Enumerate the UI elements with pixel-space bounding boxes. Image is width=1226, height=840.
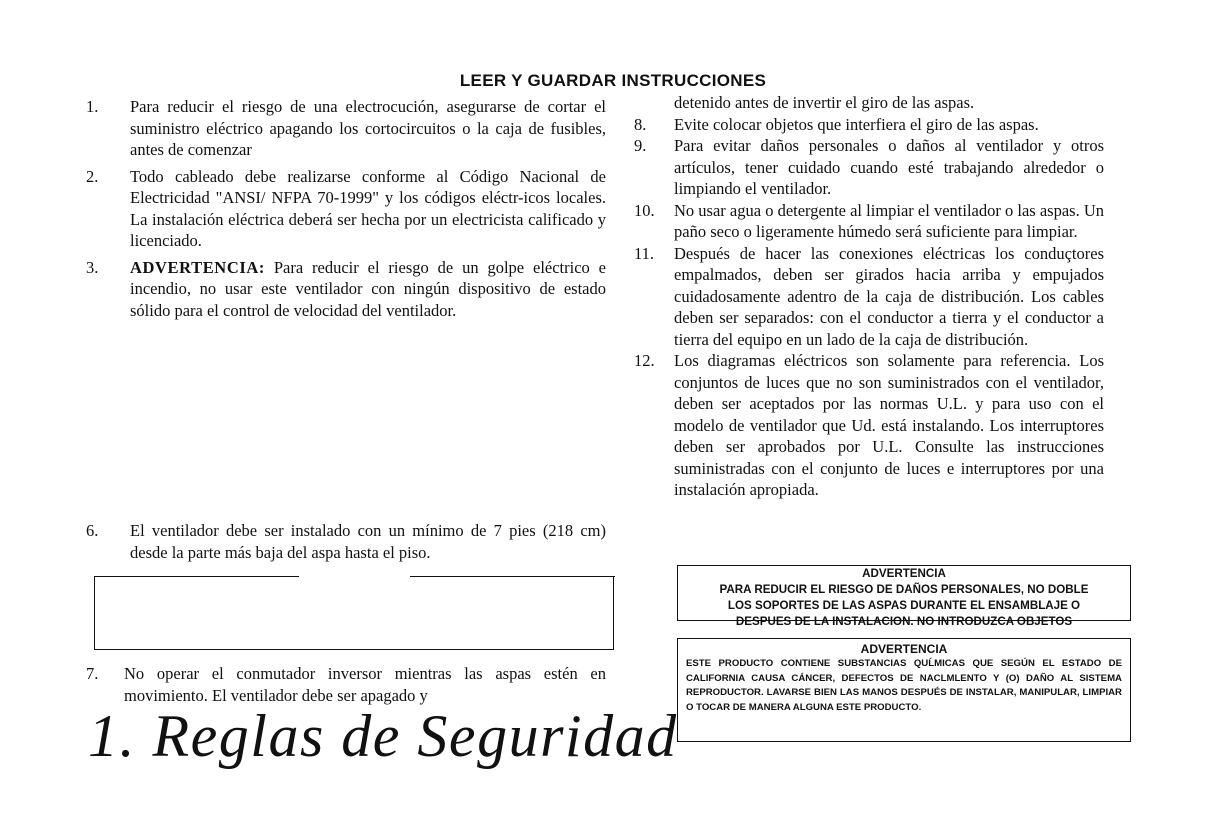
item-number: 3. xyxy=(86,257,99,277)
item-text: Todo cableado debe realizarse conforme al Código Nacional de Electricidad "ANSI/ NFPA 70-1999" y los códigos eléctr-icos locales. La instalación eléctrica deberá ser hecha por un electricista calificado y licenciado. xyxy=(130,166,606,250)
item-text: Para evitar daños personales o daños al ventilador y otros artículos, tener cuidado cuando esté trabajando alrededor o limpiando el ventilador. xyxy=(674,136,1104,198)
item-number: 9. xyxy=(634,136,647,155)
item-text: Evite colocar objetos que interfiera el giro de las aspas. xyxy=(674,114,1039,134)
section-title: 1. Reglas de Seguridad xyxy=(88,703,678,769)
page-heading: LEER Y GUARDAR INSTRUCCIONES xyxy=(459,71,767,90)
item-number: 1. xyxy=(86,97,99,116)
warning-box-chemicals xyxy=(677,638,1131,742)
list-item xyxy=(634,350,1104,501)
item-text: Después de hacer las conexiones eléctricas los conduçtores empalmados, deben ser girados hacia arriba y empujados cuidadosamente adentro de la caja de distribución. Los cables deben ser separados: con el conductor a tierra y el conductor a tierra del equipo en un lado de la caja de distribución. xyxy=(674,243,1104,349)
list-item-6 xyxy=(86,520,606,563)
warning-line: LOS SOPORTES DE LAS ASPAS DURANTE EL ENSAMBLAJE O xyxy=(727,599,1081,612)
item-number: 12. xyxy=(634,351,655,370)
right-column xyxy=(634,92,1104,501)
list-item xyxy=(634,200,1104,243)
warning-body: ESTE PRODUCTO CONTIENE SUBSTANCIAS QUĹMICAS QUE SEGÚN EL ESTADO DE CALIFORNIA CAUSA CÁNCER, DEFECTOS DE NACLMLENTO Y (O) DAÑO AL SISTEMA REPRODUCTOR. LAVARSE BIEN LAS MANOS DESPUÉS DE INSTALAR, MANIPULAR, LIMPIAR O TOCAR DE MANERA ALGUNA ESTE PRODUCTO. xyxy=(686,658,1122,713)
list-item xyxy=(86,166,606,252)
item-number: 7. xyxy=(86,664,99,683)
warning-line: DESPUES DE LA INSTALACION. NO INTRODUZCA OBJETOS xyxy=(735,615,1073,628)
item-text: Los diagramas eléctricos son solamente para referencia. Los conjuntos de luces que no son suministrados con el ventilador, deben ser aceptados por las normas U.L. y para uso con el modelo de ventilador que Ud. está instalando. Los interruptores deben ser aprobados por U.L. Consulte las instrucciones suministradas con el conjunto de luces e interruptores por una instalación apropiada. xyxy=(674,351,1104,499)
item-text: El ventilador debe ser instalado con un mínimo de 7 pies (218 cm) desde la parte más baja del aspa hasta el piso. xyxy=(130,521,606,562)
blank-notice-box xyxy=(94,576,614,650)
item-number: 2. xyxy=(86,166,99,186)
warning-line: PARA REDUCIR EL RIESGO DE DAÑOS PERSONALES, NO DOBLE xyxy=(719,583,1089,596)
list-item xyxy=(86,96,606,161)
item-number: 10. xyxy=(634,200,655,220)
item-number: 8. xyxy=(634,114,647,134)
continuation-text: detenido antes de invertir el giro de las aspas. xyxy=(674,93,975,112)
list-item xyxy=(634,114,1104,136)
warning-label: ADVERTENCIA: xyxy=(130,257,265,277)
item-text: Para reducir el riesgo de un golpe eléctrico e incendio, no usar este ventilador con ningún dispositivo de estado sólido para el control de velocidad del ventilador. xyxy=(130,257,606,320)
item-text: No usar agua o detergente al limpiar el ventilador o las aspas. Un paño seco o ligeramente húmedo será suficiente para limpiar. xyxy=(674,200,1104,241)
warning-title: ADVERTENCIA xyxy=(862,567,946,580)
item-text: Para reducir el riesgo de una electrocución, asegurarse de cortar el suministro eléctrico apagando los cortocircuitos o la caja de fusibles, antes de comenzar xyxy=(130,97,606,159)
warning-box-blades xyxy=(677,565,1131,628)
list-item xyxy=(86,257,606,322)
item-number: 11. xyxy=(634,243,655,263)
warning-title: ADVERTENCIA xyxy=(860,642,948,656)
item-number: 6. xyxy=(86,521,99,540)
item-text: No operar el conmutador inversor mientras las aspas estén en movimiento. El ventilador debe ser apagado y xyxy=(124,664,606,705)
left-column xyxy=(86,96,606,321)
list-item xyxy=(634,135,1104,200)
list-item xyxy=(634,243,1104,351)
